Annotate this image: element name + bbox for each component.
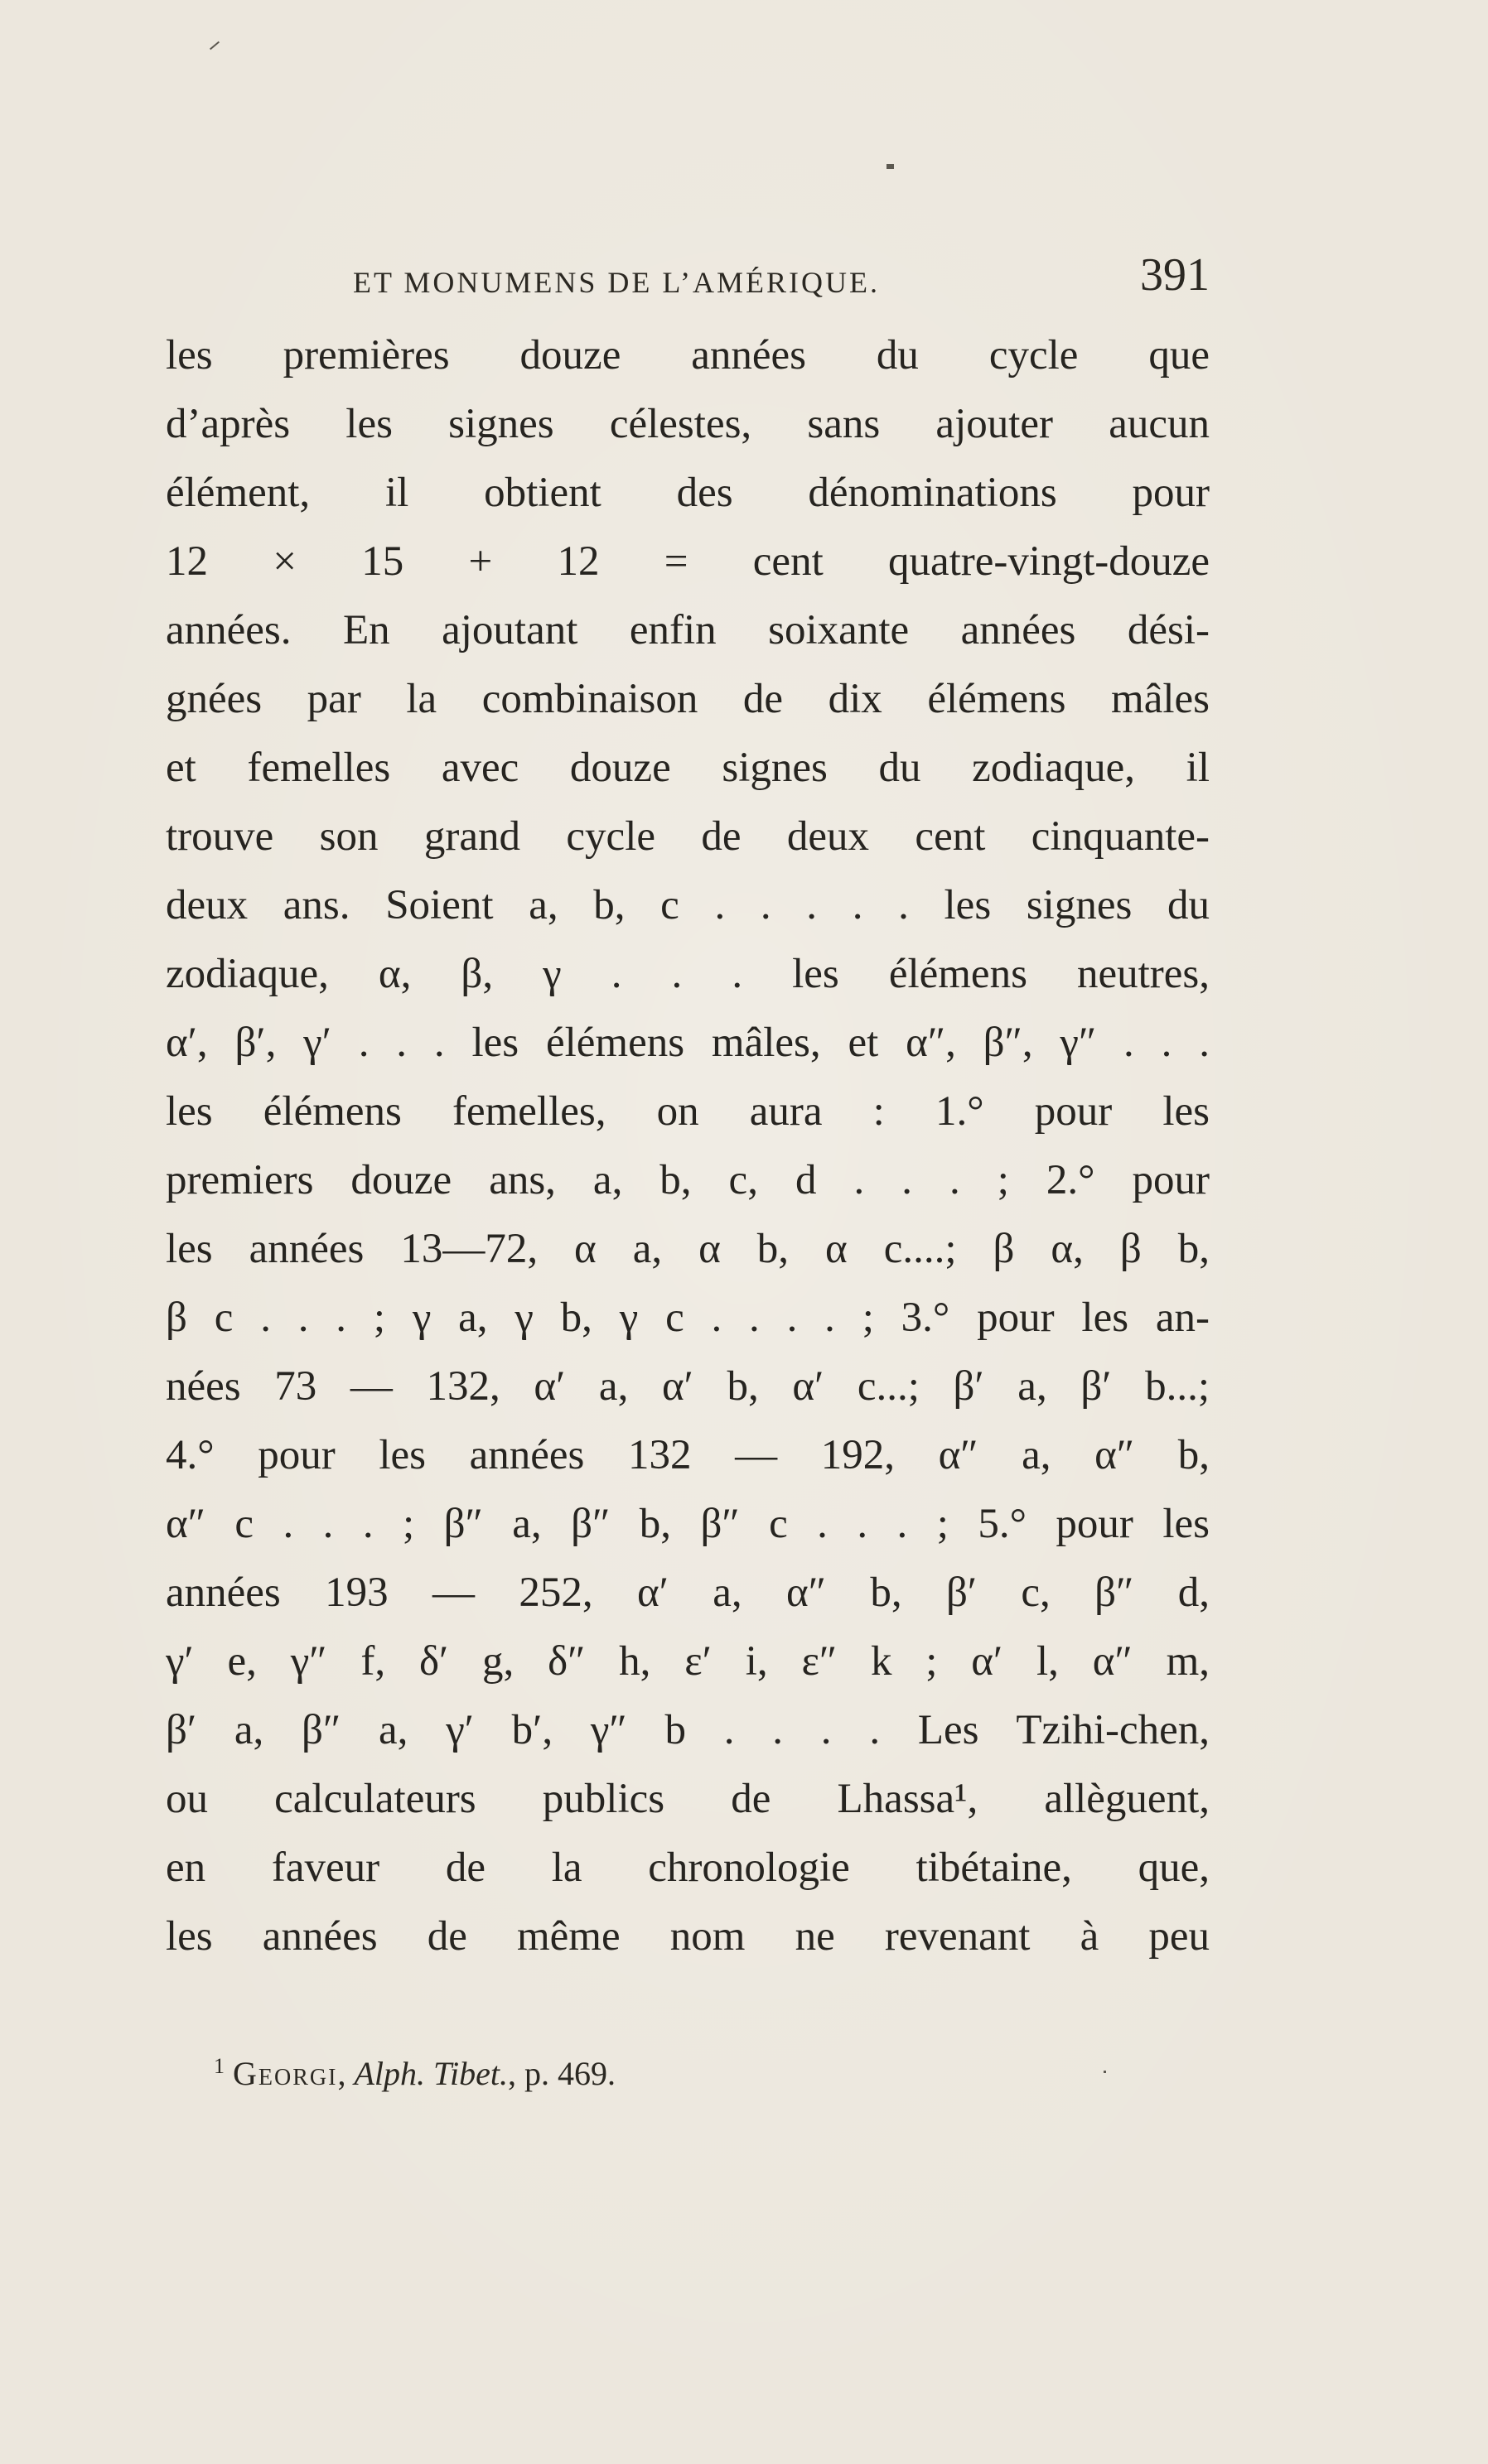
page-number: 391 bbox=[1140, 249, 1210, 301]
text-line: 12 × 15 + 12 = cent quatre-vingt-douze bbox=[166, 538, 1210, 585]
text-line: les élémens femelles, on aura : 1.° pour les bbox=[166, 1088, 1210, 1135]
text-line: deux ans. Soient a, b, c . . . . . les signes du bbox=[166, 882, 1210, 928]
text-line: ou calculateurs publics de Lhassa¹, allèguent, bbox=[166, 1776, 1210, 1822]
text-line: années 193 — 252, α′ a, α″ b, β′ c, β″ d, bbox=[166, 1570, 1210, 1616]
text-line: β c . . . ; γ a, γ b, γ c . . . . ; 3.° pour les an- bbox=[166, 1295, 1210, 1341]
text-line: nées 73 — 132, α′ a, α′ b, α′ c...; β′ a, β′ b...; bbox=[166, 1363, 1210, 1410]
footnote: $^1$ Georgi, Alph. Tibet., p. 469. bbox=[214, 2054, 616, 2092]
text-line: les années de même nom ne revenant à peu bbox=[166, 1913, 1210, 1960]
page-header bbox=[166, 248, 1210, 315]
ink-speck bbox=[1104, 2071, 1106, 2073]
text-line: premiers douze ans, a, b, c, d . . . ; 2.° pour bbox=[166, 1157, 1210, 1203]
footnote-page: p. 469. bbox=[524, 2055, 616, 2092]
text-line: α′, β′, γ′ . . . les élémens mâles, et α″, β″, γ″ . . . bbox=[166, 1020, 1210, 1066]
footnote-title: Alph. Tibet. bbox=[354, 2055, 509, 2092]
text-line: γ′ e, γ″ f, δ′ g, δ″ h, ε′ i, ε″ k ; α′ l, α″ m, bbox=[166, 1638, 1210, 1685]
text-line: gnées par la combinaison de dix élémens mâles bbox=[166, 676, 1210, 722]
text-line: d’après les signes célestes, sans ajouter aucun bbox=[166, 401, 1210, 447]
text-line: β′ a, β″ a, γ′ b′, γ″ b . . . . Les Tzihi-chen, bbox=[166, 1707, 1210, 1753]
text-line: les années 13—72, α a, α b, α c....; β α, β b, bbox=[166, 1226, 1210, 1272]
text-line: trouve son grand cycle de deux cent cinquante- bbox=[166, 813, 1210, 860]
text-line: années. En ajoutant enfin soixante années dési- bbox=[166, 607, 1210, 653]
text-line: et femelles avec douze signes du zodiaque, il bbox=[166, 745, 1210, 791]
text-line: zodiaque, α, β, γ . . . les élémens neutres, bbox=[166, 951, 1210, 997]
ink-speck bbox=[887, 164, 894, 169]
running-title: ET MONUMENS DE L’AMÉRIQUE. bbox=[353, 266, 880, 299]
text-line: 4.° pour les années 132 — 192, α″ a, α″ b, bbox=[166, 1432, 1210, 1478]
footnote-marker: 1 bbox=[214, 2054, 225, 2078]
footnote-author: Georgi bbox=[233, 2055, 338, 2092]
text-line: les premières douze années du cycle que bbox=[166, 332, 1210, 379]
text-line: α″ c . . . ; β″ a, β″ b, β″ c . . . ; 5.° pour les bbox=[166, 1501, 1210, 1547]
body-text bbox=[166, 321, 1210, 1971]
ink-speck bbox=[210, 41, 220, 51]
text-line: élément, il obtient des dénominations pour bbox=[166, 470, 1210, 516]
text-line: en faveur de la chronologie tibétaine, que, bbox=[166, 1844, 1210, 1891]
